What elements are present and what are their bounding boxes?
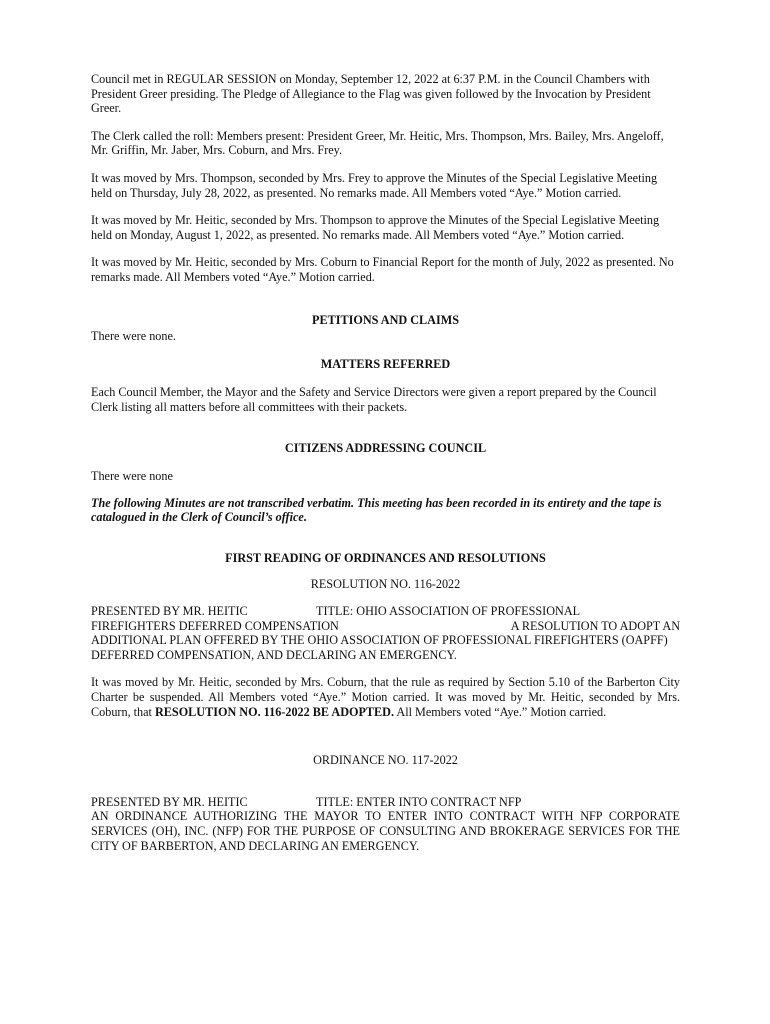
ordinance-title: TITLE: ENTER INTO CONTRACT NFP — [316, 794, 522, 809]
ordinance-number: ORDINANCE NO. 117-2022 — [313, 753, 458, 768]
financial-report-motion: It was moved by Mr. Heitic, seconded by Mrs. Coburn to Financial Report for the month of July, 2022 as presented. No remarks made. All Members voted “Aye.” Motion carried. — [91, 255, 674, 284]
resolution-adopted: RESOLUTION NO. 116-2022 BE ADOPTED. — [154, 704, 395, 719]
matters-referred-heading: MATTERS REFERRED — [320, 356, 451, 371]
resolution-line-2 — [91, 619, 680, 634]
resolution-motion-tail: All Members voted “Aye.” Motion carried. — [394, 704, 607, 719]
resolution-presented-by: PRESENTED BY MR. HEITIC — [91, 604, 248, 619]
citizens-heading: CITIZENS ADDRESSING COUNCIL — [284, 440, 487, 455]
petitions-heading: PETITIONS AND CLAIMS — [312, 312, 459, 327]
ordinance-presented-by: PRESENTED BY MR. HEITIC — [91, 794, 248, 809]
resolution-motion — [91, 675, 680, 719]
resolution-title-cont: FIREFIGHTERS DEFERRED COMPENSATION — [91, 618, 339, 633]
ordinance-description: AN ORDINANCE AUTHORIZING THE MAYOR TO ENTER INTO CONTRACT WITH NFP CORPORATE SERVICES (OH), INC. (NFP) FOR THE PURPOSE OF CONSULTING AND BROKERAGE SERVICES FOR THE CITY OF BARBERTON, AND DECLARING AN EMERGENCY. — [91, 809, 680, 853]
resolution-line-1 — [91, 604, 680, 619]
ordinance-block — [91, 795, 680, 853]
resolution-description: ADDITIONAL PLAN OFFERED BY THE OHIO ASSOCIATION OF PROFESSIONAL FIREFIGHTERS (OAPFF) DEFERRED COMPENSATION, AND DECLARING AN EMERGENCY. — [91, 633, 668, 662]
minutes-july-motion: It was moved by Mrs. Thompson, seconded by Mrs. Frey to approve the Minutes of the Special Legislative Meeting held on Thursday, July 28, 2022, as presented. No remarks made. All Members voted “Aye.” Motion carried. — [91, 170, 658, 200]
opening-paragraph: Council met in REGULAR SESSION on Monday, September 12, 2022 at 6:37 P.M. in the Council Chambers with President Greer presiding. The Pledge of Allegiance to the Flag was given followed by the Invocation by President Greer. — [91, 72, 651, 116]
first-reading-heading: FIRST READING OF ORDINANCES AND RESOLUTIONS — [225, 550, 546, 565]
resolution-block — [91, 604, 680, 662]
recording-notice: The following Minutes are not transcribed verbatim. This meeting has been recorded in its entirety and the tape is catalogued in the Clerk of Council’s office. — [91, 495, 662, 525]
citizens-text: There were none — [91, 469, 173, 484]
petitions-text: There were none. — [91, 329, 176, 344]
roll-call-paragraph: The Clerk called the roll: Members present: President Greer, Mr. Heitic, Mrs. Thompson, Mrs. Bailey, Mrs. Angeloff, Mr. Griffin, Mr. Jaber, Mrs. Coburn, and Mrs. Frey. — [91, 128, 664, 158]
matters-referred-text: Each Council Member, the Mayor and the Safety and Service Directors were given a report prepared by the Council Clerk listing all matters before all committees with their packets. — [91, 385, 657, 414]
resolution-motion-text: It was moved by Mr. Heitic, seconded by Mrs. Coburn, that the rule as required by Section 5.10 of the Barberton City Charter be suspended. All Members voted “Aye.” Motion carried. It was moved by Mr. Heitic, seconded by Mrs. Coburn, that — [91, 675, 680, 719]
ordinance-line-1 — [91, 795, 680, 810]
resolution-subtitle: A RESOLUTION TO ADOPT AN — [510, 618, 680, 633]
resolution-title: TITLE: OHIO ASSOCIATION OF PROFESSIONAL — [316, 604, 581, 619]
resolution-number: RESOLUTION NO. 116-2022 — [310, 577, 461, 592]
minutes-august-motion: It was moved by Mr. Heitic, seconded by Mrs. Thompson to approve the Minutes of the Special Legislative Meeting held on Monday, August 1, 2022, as presented. No remarks made. All Members voted “Aye.” Motion carried. — [91, 213, 660, 242]
minutes-page — [91, 72, 680, 853]
